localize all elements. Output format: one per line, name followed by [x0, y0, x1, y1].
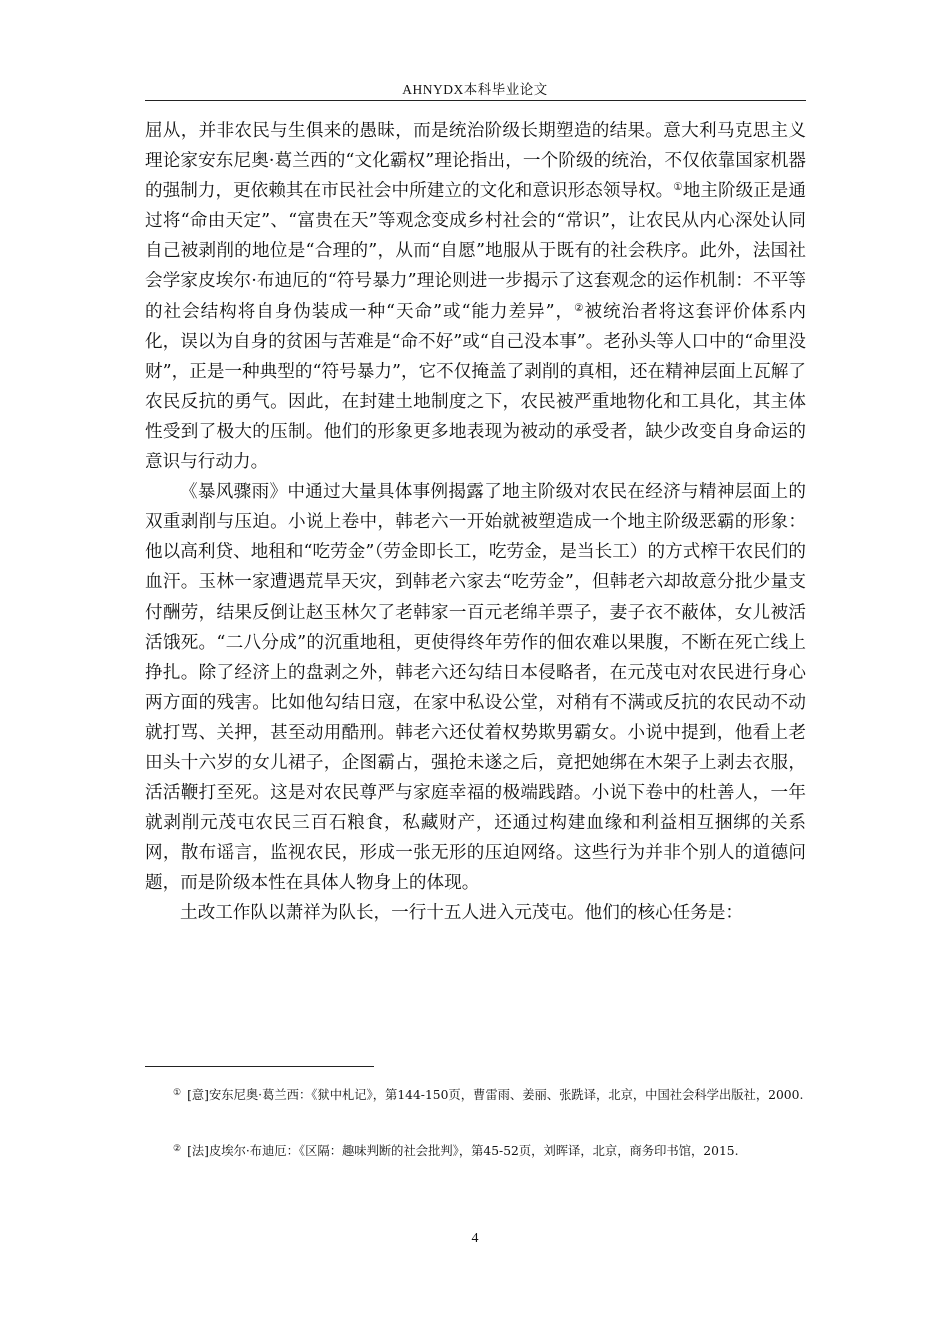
running-header: AHNYDX本科毕业论文 [402, 82, 548, 97]
paragraph-1-part-a: 屈从，并非农民与生俱来的愚昧，而是统治阶级长期塑造的结果。意大利马克思主义理论家安东尼奥·葛兰西的“文化霸权”理论指出，一个阶级的统治，不仅依靠国家机器的强制力，更依赖其在市民社会中所建立的文化和意识形态领导权。 [145, 121, 806, 202]
footnote-2 [145, 1137, 806, 1165]
paragraph-2: 《暴风骤雨》中通过大量具体事例揭露了地主阶级对农民在经济与精神层面上的双重剥削与压迫。小说上卷中，韩老六一开始就被塑造成一个地主阶级恶霸的形象：他以高利贷、地租和“吃劳金”（劳金即长工，吃劳金，是当长工）的方式榨干农民们的血汗。玉林一家遭遇荒旱天灾，到韩老六家去“吃劳金”，但韩老六却故意分批少量支付酬劳，结果反倒让赵玉林欠了老韩家一百元老绵羊票子，妻子衣不蔽体，女儿被活活饿死。“二八分成”的沉重地租，更使得终年劳作的佃农难以果腹，不断在死亡线上挣扎。除了经济上的盘剥之外，韩老六还勾结日本侵略者，在元茂屯对农民进行身心两方面的残害。比如他勾结日寇，在家中私设公堂，对稍有不满或反抗的农民动不动就打骂、关押，甚至动用酷刑。韩老六还仗着权势欺男霸女。小说中提到，他看上老田头十六岁的女儿裙子，企图霸占，强抢未遂之后，竟把她绑在木架子上剥去衣服，活活鞭打至死。这是对农民尊严与家庭幸福的极端践踏。小说下卷中的杜善人，一年就剥削元茂屯农民三百石粮食，私藏财产，还通过构建血缘和利益相互捆绑的关系网，散布谣言，监视农民，形成一张无形的压迫网络。这些行为并非个别人的道德问题，而是阶级本性在具体人物身上的体现。 [145, 482, 806, 894]
footnote-divider [145, 1066, 374, 1067]
page-number: 4 [471, 1231, 479, 1246]
footnotes [145, 1081, 806, 1165]
paragraph-1 [145, 116, 806, 477]
footnote-text-1: [意]安东尼奥·葛兰西：《狱中札记》，第144-150页，曹雷雨、姜丽、张跣译，北京，中国社会科学出版社，2000. [187, 1088, 804, 1102]
footnote-1 [145, 1081, 806, 1109]
footnote-ref-1[interactable]: ① [673, 181, 683, 194]
footnote-ref-2[interactable]: ② [574, 301, 585, 314]
header-divider [145, 100, 806, 101]
paragraph-1-part-b: 地主阶级正是通过将“命由天定”、“富贵在天”等观念变成乡村社会的“常识”，让农民从内心深处认同自己被剥削的地位是“合理的”，从而“自愿”地服从于既有的社会秩序。此外，法国社会学家皮埃尔·布迪厄的“符号暴力”理论则进一步揭示了这套观念的运作机制：不平等的社会结构将自身伪装成一种“天命”或“能力差异”， [145, 181, 806, 322]
paragraph-3: 土改工作队以萧祥为队长，一行十五人进入元茂屯。他们的核心任务是： [180, 903, 744, 924]
body-text [145, 116, 806, 929]
paragraph-1-part-c: 被统治者将这套评价体系内化，误以为自身的贫困与苦难是“命不好”或“自己没本事”。老孙头等人口中的“命里没财”，正是一种典型的“符号暴力”，它不仅掩盖了剥削的真相，还在精神层面上瓦解了农民反抗的勇气。因此，在封建土地制度之下，农民被严重地物化和工具化，其主体性受到了极大的压制。他们的形象更多地表现为被动的承受者，缺少改变自身命运的意识与行动力。 [145, 301, 806, 473]
footnote-text-2: [法]皮埃尔·布迪厄：《区隔：趣味判断的社会批判》，第45-52页，刘晖译，北京，商务印书馆，2015. [187, 1144, 739, 1158]
footnote-marker-2: ② [173, 1144, 182, 1154]
footnote-marker-1: ① [173, 1088, 182, 1098]
